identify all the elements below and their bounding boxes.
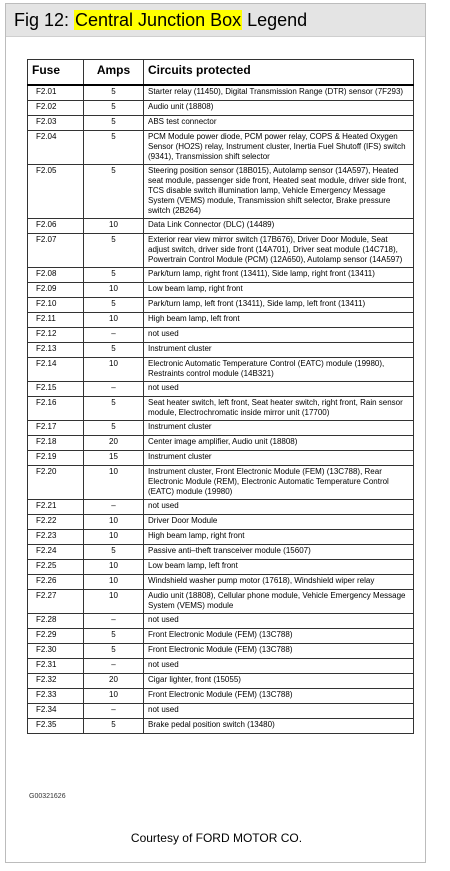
amps-cell: 10 [84, 560, 144, 575]
table-row [28, 590, 414, 614]
amps-cell: 10 [84, 219, 144, 234]
fuse-cell: F2.34 [28, 704, 84, 719]
table-row [28, 436, 414, 451]
amps-cell: 10 [84, 590, 144, 614]
table-row [28, 343, 414, 358]
table-row [28, 466, 414, 500]
table-row [28, 704, 414, 719]
amps-cell: 10 [84, 283, 144, 298]
amps-cell: – [84, 659, 144, 674]
fuse-cell: F2.35 [28, 719, 84, 734]
circuit-cell: Front Electronic Module (FEM) (13C788) [144, 644, 414, 659]
fuse-cell: F2.17 [28, 421, 84, 436]
amps-cell: 10 [84, 358, 144, 382]
amps-cell: – [84, 328, 144, 343]
circuit-cell: Instrument cluster [144, 421, 414, 436]
circuit-cell: Data Link Connector (DLC) (14489) [144, 219, 414, 234]
amps-cell: 10 [84, 575, 144, 590]
amps-cell: 10 [84, 689, 144, 704]
fuse-cell: F2.20 [28, 466, 84, 500]
table-row [28, 575, 414, 590]
amps-cell: 5 [84, 268, 144, 283]
figure-frame [5, 3, 426, 863]
table-row [28, 131, 414, 165]
table-row [28, 313, 414, 328]
amps-cell: – [84, 614, 144, 629]
circuit-cell: Park/turn lamp, left front (13411), Side lamp, left front (13411) [144, 298, 414, 313]
amps-cell: 5 [84, 234, 144, 268]
table-row [28, 85, 414, 101]
fuse-cell: F2.14 [28, 358, 84, 382]
circuit-cell: not used [144, 500, 414, 515]
table-row [28, 101, 414, 116]
table-row [28, 234, 414, 268]
fuse-cell: F2.16 [28, 397, 84, 421]
table-row [28, 219, 414, 234]
table-row [28, 629, 414, 644]
table-row [28, 689, 414, 704]
fuse-cell: F2.27 [28, 590, 84, 614]
table-row [28, 659, 414, 674]
table-row [28, 421, 414, 436]
amps-cell: 5 [84, 101, 144, 116]
fuse-cell: F2.12 [28, 328, 84, 343]
circuit-cell: not used [144, 659, 414, 674]
table-row [28, 328, 414, 343]
amps-cell: – [84, 704, 144, 719]
amps-cell: 5 [84, 131, 144, 165]
amps-cell: – [84, 382, 144, 397]
circuit-cell: not used [144, 328, 414, 343]
circuit-cell: Center image amplifier, Audio unit (18808) [144, 436, 414, 451]
circuit-cell: Driver Door Module [144, 515, 414, 530]
fuse-cell: F2.07 [28, 234, 84, 268]
table-row [28, 397, 414, 421]
fuse-cell: F2.33 [28, 689, 84, 704]
circuit-cell: High beam lamp, left front [144, 313, 414, 328]
table-row [28, 283, 414, 298]
circuit-cell: Audio unit (18808) [144, 101, 414, 116]
circuit-cell: Electronic Automatic Temperature Control (EATC) module (19980), Restraints control module (14B321) [144, 358, 414, 382]
fuse-cell: F2.18 [28, 436, 84, 451]
fuse-cell: F2.22 [28, 515, 84, 530]
table-row [28, 268, 414, 283]
circuit-cell: Audio unit (18808), Cellular phone module, Vehicle Emergency Message System (VEMS) module [144, 590, 414, 614]
fuse-cell: F2.09 [28, 283, 84, 298]
figure-title [14, 9, 307, 31]
table-row [28, 545, 414, 560]
table-row [28, 719, 414, 734]
circuit-cell: Brake pedal position switch (13480) [144, 719, 414, 734]
circuit-cell: not used [144, 704, 414, 719]
fuse-cell: F2.06 [28, 219, 84, 234]
table-row [28, 358, 414, 382]
fuse-cell: F2.28 [28, 614, 84, 629]
amps-cell: 20 [84, 674, 144, 689]
fuse-table-wrap [27, 59, 413, 734]
amps-cell: 15 [84, 451, 144, 466]
amps-cell: 5 [84, 116, 144, 131]
circuit-cell: Front Electronic Module (FEM) (13C788) [144, 629, 414, 644]
title-prefix: Fig 12: [14, 10, 75, 30]
table-row [28, 674, 414, 689]
amps-cell: 5 [84, 298, 144, 313]
circuit-cell: ABS test connector [144, 116, 414, 131]
header-row [28, 60, 414, 86]
header-amps: Amps [84, 60, 144, 86]
circuit-cell: Low beam lamp, left front [144, 560, 414, 575]
fuse-cell: F2.26 [28, 575, 84, 590]
amps-cell: 5 [84, 545, 144, 560]
fuse-cell: F2.24 [28, 545, 84, 560]
circuit-cell: Starter relay (11450), Digital Transmission Range (DTR) sensor (7F293) [144, 85, 414, 101]
fuse-cell: F2.02 [28, 101, 84, 116]
circuit-cell: Low beam lamp, right front [144, 283, 414, 298]
fuse-cell: F2.08 [28, 268, 84, 283]
amps-cell: 20 [84, 436, 144, 451]
fuse-cell: F2.03 [28, 116, 84, 131]
header-circuits: Circuits protected [144, 60, 414, 86]
fuse-cell: F2.05 [28, 165, 84, 219]
header-fuse: Fuse [28, 60, 84, 86]
fuse-cell: F2.25 [28, 560, 84, 575]
fuse-cell: F2.19 [28, 451, 84, 466]
circuit-cell: not used [144, 382, 414, 397]
fuse-cell: F2.31 [28, 659, 84, 674]
fuse-cell: F2.04 [28, 131, 84, 165]
fuse-cell: F2.13 [28, 343, 84, 358]
table-row [28, 382, 414, 397]
amps-cell: 5 [84, 719, 144, 734]
circuit-cell: Instrument cluster, Front Electronic Module (FEM) (13C788), Rear Electronic Module (REM), Electronic Automatic Temperature Control (EATC) module (19980) [144, 466, 414, 500]
amps-cell: 10 [84, 515, 144, 530]
circuit-cell: High beam lamp, right front [144, 530, 414, 545]
circuit-cell: Seat heater switch, left front, Seat heater switch, right front, Rain sensor module, Electrochromatic inside mirror unit (17700) [144, 397, 414, 421]
fuse-cell: F2.15 [28, 382, 84, 397]
circuit-cell: not used [144, 614, 414, 629]
title-highlight: Central Junction Box [75, 10, 242, 30]
fuse-cell: F2.32 [28, 674, 84, 689]
amps-cell: 5 [84, 421, 144, 436]
fuse-cell: F2.11 [28, 313, 84, 328]
table-row [28, 614, 414, 629]
amps-cell: 10 [84, 466, 144, 500]
table-row [28, 500, 414, 515]
circuit-cell: Instrument cluster [144, 343, 414, 358]
table-row [28, 515, 414, 530]
amps-cell: 5 [84, 644, 144, 659]
fuse-cell: F2.21 [28, 500, 84, 515]
table-row [28, 116, 414, 131]
amps-cell: 5 [84, 85, 144, 101]
amps-cell: 10 [84, 530, 144, 545]
amps-cell: 5 [84, 343, 144, 358]
figure-code: G00321626 [29, 793, 66, 800]
circuit-cell: Passive anti–theft transceiver module (15607) [144, 545, 414, 560]
table-row [28, 298, 414, 313]
fuse-cell: F2.29 [28, 629, 84, 644]
circuit-cell: Exterior rear view mirror switch (17B676), Driver Door Module, Seat adjust switch, driver side front (14A701), Driver seat module (14C718), Powertrain Control Module (PCM) (12A650), Autolamp sensor (14A597) [144, 234, 414, 268]
circuit-cell: Instrument cluster [144, 451, 414, 466]
circuit-cell: PCM Module power diode, PCM power relay, COPS & Heated Oxygen Sensor (HO2S) relay, Instrument cluster, Inertia Fuel Shutoff (IFS) switch (9341), Transmission shift selector [144, 131, 414, 165]
table-row [28, 644, 414, 659]
table-row [28, 451, 414, 466]
title-bar [6, 4, 425, 37]
fuse-table [27, 59, 414, 734]
circuit-cell: Front Electronic Module (FEM) (13C788) [144, 689, 414, 704]
amps-cell: 5 [84, 629, 144, 644]
courtesy-line: Courtesy of FORD MOTOR CO. [130, 831, 303, 845]
amps-cell: 5 [84, 165, 144, 219]
fuse-cell: F2.30 [28, 644, 84, 659]
table-row [28, 530, 414, 545]
table-row [28, 560, 414, 575]
fuse-table-body [28, 85, 414, 734]
fuse-cell: F2.01 [28, 85, 84, 101]
fuse-cell: F2.23 [28, 530, 84, 545]
amps-cell: 10 [84, 313, 144, 328]
amps-cell: – [84, 500, 144, 515]
circuit-cell: Windshield washer pump motor (17618), Windshield wiper relay [144, 575, 414, 590]
circuit-cell: Cigar lighter, front (15055) [144, 674, 414, 689]
title-suffix: Legend [242, 10, 308, 30]
amps-cell: 5 [84, 397, 144, 421]
table-row [28, 165, 414, 219]
circuit-cell: Park/turn lamp, right front (13411), Side lamp, right front (13411) [144, 268, 414, 283]
circuit-cell: Steering position sensor (18B015), Autolamp sensor (14A597), Heated seat module, passenger side front, Heated seat module, driver side front, TCS disable switch illumination lamp, Vehicle Emergency Message System (VEMS) module, Transmission shift selector, Brake pressure switch (2B264) [144, 165, 414, 219]
fuse-cell: F2.10 [28, 298, 84, 313]
